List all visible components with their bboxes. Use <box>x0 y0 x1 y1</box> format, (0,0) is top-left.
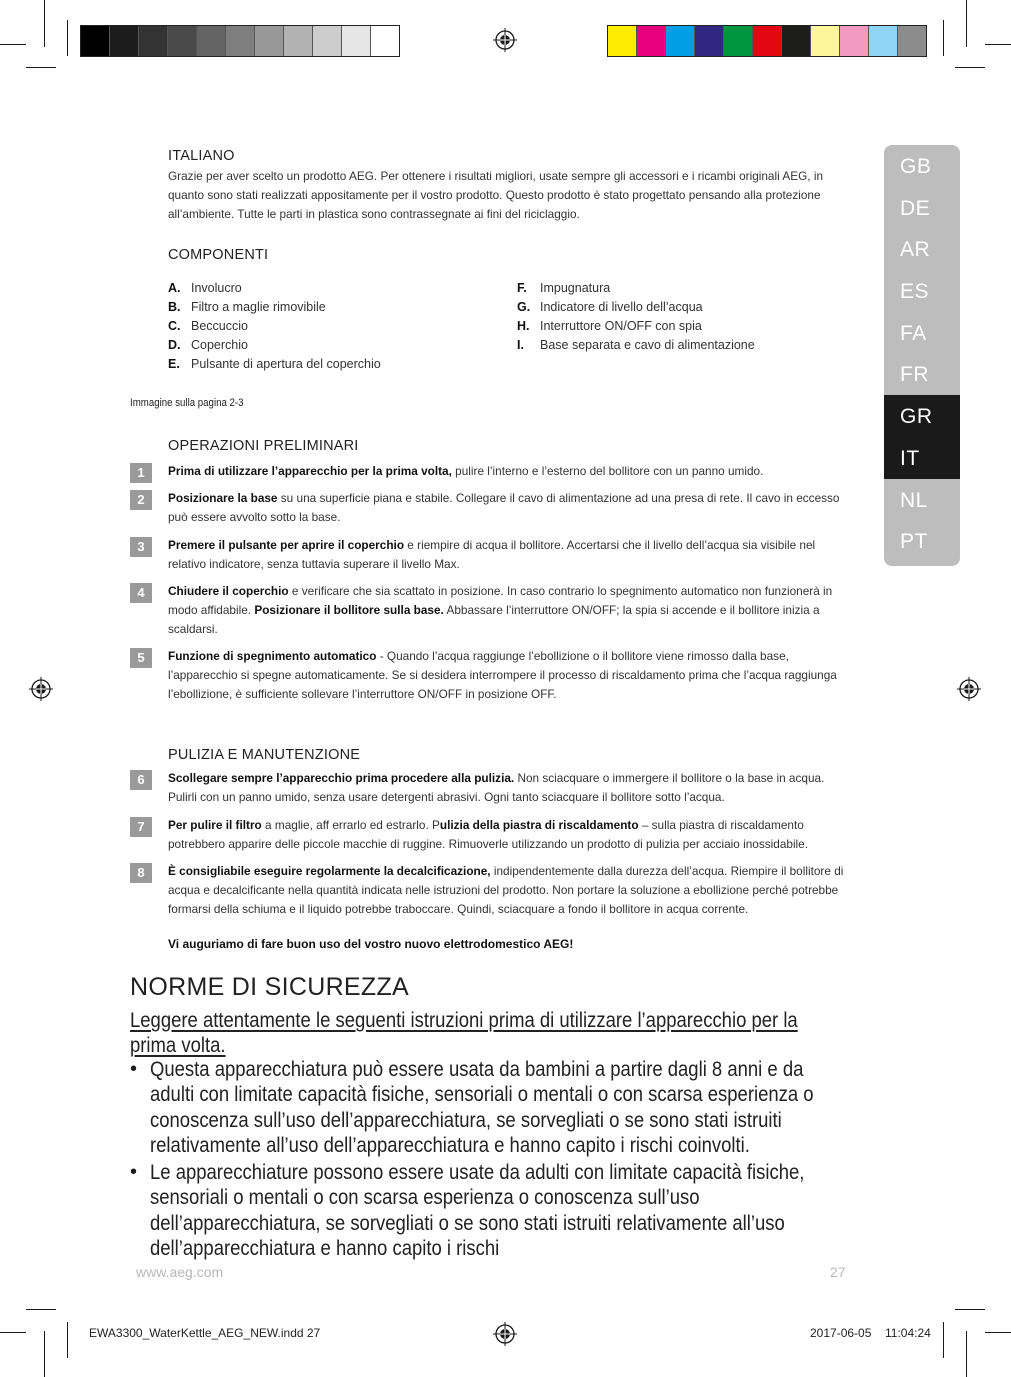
page-number: 27 <box>830 1264 846 1280</box>
bullet-text: Questa apparecchiatura può essere usata da bambini a partire dagli 8 anni e da adulti con limitate capacità fisiche, sensoriali o mentali o con scarsa esperienza o conoscenza sull’uso dell’apparecchiatura, se sorvegliati o se sono stati istruiti relativamente all’uso dell’apparecchiatura e hanno capito i rischi coinvolti. <box>150 1058 814 1157</box>
component-letter: C. <box>168 319 181 333</box>
step-text: Funzione di spegnimento automatico - Quando l’acqua raggiunge l’ebollizione o il bollitore viene rimosso dalla base, l’apparecchio si spegne automaticamente. Se si desidera interrompere il processo di riscaldamento prima che l’acqua raggiunga l’ebollizione, è sufficiente sollevare l’interruttore ON/OFF in posizione OFF. <box>168 649 837 701</box>
component-label: Pulsante di apertura del coperchio <box>191 357 381 371</box>
step-text: Per pulire il filtro a maglie, aff errarlo ed estrarlo. Pulizia della piastra di riscaldamento – sulla piastra di riscaldamento potrebbero apparire delle piccole macchie di ruggine. Rimuoverle utilizzando un prodotto di pulizia per acciaio inossidabile. <box>168 818 809 851</box>
language-tab-it[interactable]: IT <box>884 437 960 479</box>
color-swatch <box>869 26 898 56</box>
step-number-badge: 3 <box>130 537 152 557</box>
step-6 <box>130 769 844 807</box>
registration-mark-icon <box>29 677 53 701</box>
component-letter: G. <box>517 300 531 314</box>
safety-bullet <box>130 1160 940 1261</box>
color-swatch <box>81 26 110 56</box>
component-item <box>168 355 381 374</box>
bullet-dot-icon: • <box>130 1161 138 1184</box>
component-item <box>517 279 755 298</box>
component-label: Involucro <box>191 281 242 295</box>
component-label: Filtro a maglie rimovibile <box>191 300 326 314</box>
closing-message: Vi auguriamo di fare buon uso del vostro nuovo elettrodomestico AEG! <box>168 937 574 951</box>
component-letter: B. <box>168 300 181 314</box>
language-tab-de[interactable]: DE <box>900 196 931 220</box>
step-5 <box>130 647 844 704</box>
color-swatch <box>840 26 869 56</box>
color-swatch <box>110 26 139 56</box>
step-number-badge: 6 <box>130 770 152 790</box>
safety-bullet-list <box>130 1057 940 1263</box>
language-heading: ITALIANO <box>168 148 235 164</box>
language-tab-pt[interactable]: PT <box>900 530 928 554</box>
component-letter: F. <box>517 281 527 295</box>
color-swatch <box>695 26 724 56</box>
color-swatch <box>371 26 399 56</box>
step-3 <box>130 536 844 574</box>
components-list-left <box>168 279 381 374</box>
step-number-badge: 5 <box>130 648 152 668</box>
grayscale-color-bar <box>80 25 400 57</box>
component-item <box>168 279 381 298</box>
cmyk-color-bar <box>607 25 927 57</box>
preliminary-heading: OPERAZIONI PRELIMINARI <box>168 438 359 454</box>
component-item <box>517 298 755 317</box>
safety-subheading: Leggere attentamente le seguenti istruzioni prima di utilizzare l’apparecchio per la prima volta. <box>130 1009 798 1057</box>
language-tab-nl[interactable]: NL <box>900 488 928 512</box>
safety-bullet <box>130 1057 940 1158</box>
safety-heading: NORME DI SICUREZZA <box>130 973 410 1001</box>
color-swatch <box>226 26 255 56</box>
step-7 <box>130 816 844 854</box>
color-swatch <box>255 26 284 56</box>
component-item <box>517 336 755 355</box>
component-label: Impugnatura <box>540 281 611 295</box>
step-1 <box>130 462 844 483</box>
component-item <box>168 298 381 317</box>
color-swatch <box>342 26 371 56</box>
step-text: Premere il pulsante per aprire il coperchio e riempire di acqua il bollitore. Accertarsi che il livello dell’acqua sia visibile nel relativo indicatore, senza tuttavia superare il livello Max. <box>168 538 816 571</box>
component-letter: A. <box>168 281 181 295</box>
step-text: È consigliabile eseguire regolarmente la decalcificazione, indipendentemente dalla durezza dell’acqua. Riempire il bollitore di acqua e decalcificante nella quantità indicata nelle istruzioni del prodotto. Non portare la soluzione a ebollizione perché potrebbe formarsi della schiuma e il liquido potrebbe traboccare. Quindi, sciacquare a fondo il bollitore in acqua corrente. <box>168 864 844 916</box>
component-label: Indicatore di livello dell’acqua <box>540 300 703 314</box>
step-number-badge: 1 <box>130 463 152 483</box>
component-letter: D. <box>168 338 181 352</box>
component-letter: H. <box>517 319 530 333</box>
step-8 <box>130 862 844 919</box>
slug-filename: EWA3300_WaterKettle_AEG_NEW.indd 27 <box>89 1326 321 1340</box>
component-item <box>168 336 381 355</box>
step-number-badge: 8 <box>130 863 152 883</box>
component-label: Interruttore ON/OFF con spia <box>540 319 702 333</box>
image-note: Immagine sulla pagina 2-3 <box>130 397 244 409</box>
cleaning-heading: PULIZIA E MANUTENZIONE <box>168 747 361 763</box>
color-swatch <box>284 26 313 56</box>
registration-mark-icon <box>957 677 981 701</box>
step-text: Posizionare la base su una superficie piana e stabile. Collegare il cavo di alimentazione ad una presa di rete. Il cavo in eccesso può essere avvolto sotto la base. <box>168 491 840 524</box>
color-swatch <box>313 26 342 56</box>
bullet-text: Le apparecchiature possono essere usate da adulti con limitate capacità fisiche, sensoriali o mentali o con scarsa esperienza o conoscenza sull’uso dell’apparecchiatura, se sorvegliati o se sono stati istruiti relativamente all’uso dell’apparecchiatura e hanno capito i rischi <box>150 1161 805 1261</box>
component-letter: E. <box>168 357 180 371</box>
intro-paragraph: Grazie per aver scelto un prodotto AEG. Per ottenere i risultati migliori, usate sempre gli accessori e i ricambi originali AEG, in quanto sono stati realizzati appositamente per il vostro prodotto. Questo prodotto è stato progettato pensando alla protezione all’ambiente. Tutte le parti in plastica sono contrassegnate ai fini del riciclaggio. <box>168 169 824 221</box>
component-label: Beccuccio <box>191 319 248 333</box>
component-item <box>168 317 381 336</box>
color-swatch <box>811 26 840 56</box>
registration-mark-icon <box>493 1322 517 1346</box>
language-tab-gb[interactable]: GB <box>900 155 932 178</box>
component-label: Base separata e cavo di alimentazione <box>540 338 755 352</box>
step-text: Chiudere il coperchio e verificare che sia scattato in posizione. In caso contrario lo spegnimento automatico non funzionerà in modo affidabile. Posizionare il bollitore sulla base. Abbassare l’interruttore ON/OFF; la spia si accende e il bollitore inizia a scaldarsi. <box>168 584 833 636</box>
step-number-badge: 4 <box>130 583 152 603</box>
color-swatch <box>898 26 926 56</box>
language-tab-fr[interactable]: FR <box>900 363 929 387</box>
color-swatch <box>782 26 811 56</box>
color-swatch <box>608 26 637 56</box>
component-item <box>517 317 755 336</box>
component-letter: I. <box>517 338 524 352</box>
language-tab-gr[interactable]: GR <box>884 395 960 437</box>
step-2 <box>130 489 844 527</box>
website-link[interactable]: www.aeg.com <box>136 1264 224 1280</box>
bullet-dot-icon: • <box>130 1058 138 1080</box>
color-swatch <box>197 26 226 56</box>
color-swatch <box>637 26 666 56</box>
components-list-right <box>517 279 755 355</box>
components-heading: COMPONENTI <box>168 247 269 263</box>
registration-mark-icon <box>493 28 517 52</box>
color-swatch <box>666 26 695 56</box>
color-swatch <box>753 26 782 56</box>
color-swatch <box>168 26 197 56</box>
slug-time: 11:04:24 <box>885 1326 931 1340</box>
language-tab-es[interactable]: ES <box>900 280 930 304</box>
language-tabs <box>884 145 960 566</box>
step-text: Prima di utilizzare l’apparecchio per la prima volta, pulire l’interno e l’esterno del bollitore con un panno umido. <box>168 464 764 478</box>
step-number-badge: 2 <box>130 490 152 510</box>
language-tab-fa[interactable]: FA <box>900 321 927 345</box>
slug-date: 2017-06-05 <box>810 1326 872 1340</box>
color-swatch <box>724 26 753 56</box>
component-label: Coperchio <box>191 338 248 352</box>
language-tab-ar[interactable]: AR <box>900 238 931 262</box>
color-swatch <box>139 26 168 56</box>
step-4 <box>130 582 844 639</box>
step-text: Scollegare sempre l’apparecchio prima procedere alla pulizia. Non sciacquare o immergere il bollitore o la base in acqua. Pulirli con un panno umido, senza usare detergenti abrasivi. Ogni tanto sciacquare il bollitore sotto l’acqua. <box>168 771 825 804</box>
step-number-badge: 7 <box>130 817 152 837</box>
